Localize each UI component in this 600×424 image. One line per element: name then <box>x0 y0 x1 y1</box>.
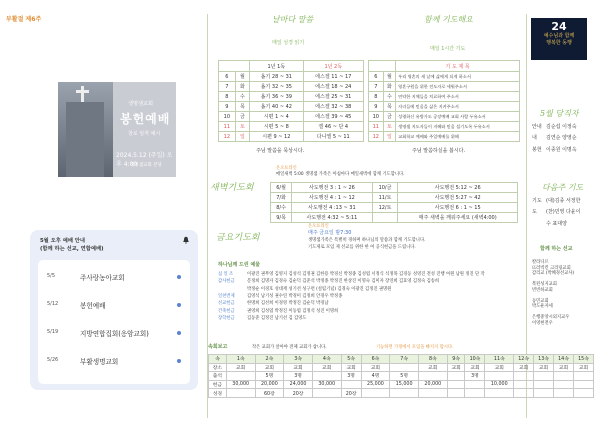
attendance-cell: 교회 <box>361 363 390 372</box>
notice-name: 봉헌예배 <box>80 302 106 310</box>
attendance-cell <box>390 389 419 398</box>
attendance-cell <box>514 380 534 389</box>
attendance-cell <box>390 363 419 372</box>
attendance-cell: 25,000 <box>361 380 390 389</box>
attendance-header: 3속 <box>284 355 313 364</box>
prayer-topic: 자녀들에 믿음을 삶은 지켜주소서 <box>396 102 520 112</box>
friday-note2: 기도제로 모임 제 선교를 위한 한 여 공식현금을 드립니다. <box>308 245 416 250</box>
mission-item: 이영현전우 <box>532 320 553 326</box>
table-row <box>369 122 520 132</box>
reading-day: 12 <box>219 132 236 142</box>
reading-plan-2: 에스겔 39 ~ 45 <box>303 112 364 122</box>
attendance-header: 4속 <box>312 355 341 364</box>
offering-names: 김동준 김정진 남기선 김 김영도 <box>247 316 307 322</box>
table-row <box>219 72 364 82</box>
attendance-cell: 교회 <box>514 363 534 372</box>
mission-list <box>532 260 594 326</box>
duty-value: (대)김종 서정한 <box>546 198 581 204</box>
duty-key: 봉헌 <box>532 146 542 153</box>
friday-tag: 온오프라인 <box>308 224 329 229</box>
next-prayer-list <box>532 198 594 232</box>
banner-subtitle: 생명샘교회 <box>128 101 154 107</box>
dawn-date: 8/수 <box>271 203 292 213</box>
notice-date: 5/12 <box>47 301 59 307</box>
attendance-cell: 교회 <box>255 363 284 372</box>
offering-type: 일천번제 <box>218 294 235 300</box>
logo-number: 24 <box>551 20 567 33</box>
notice-card <box>30 230 198 390</box>
prayer-topic: 교회학교 예배와 주일예배를 위해 <box>396 132 520 142</box>
attendance-cell: 15,000 <box>390 380 419 389</box>
attendance-cell <box>485 389 514 398</box>
dot-icon <box>177 275 181 279</box>
mission-item: 빈빈하교회 <box>532 287 553 293</box>
prayer-topic: 연약한 지체들을 치료하여 주소서 <box>396 92 520 102</box>
list-item[interactable] <box>38 266 190 288</box>
attendance-cell <box>534 389 554 398</box>
dawn-date: 9/목 <box>271 213 292 223</box>
attendance-cell <box>534 380 554 389</box>
friday-note: 생명샘가족은 특별히 경하며 하나님의 말씀과 함께 기도합니다. <box>308 238 426 243</box>
notice-name: 주사랑농아교회 <box>80 274 125 282</box>
attendance-cell: 20,000 <box>255 380 284 389</box>
dawn-passage: 사도행전 4 :13 ~ 31 <box>292 203 372 213</box>
offering-names: 권영희 김성엽 박정진 이동엽 김정석 성진 이명희 <box>247 308 339 314</box>
reading-weekday: 일 <box>235 132 249 142</box>
table-row <box>369 92 520 102</box>
offering-type: 십 일 조 <box>218 272 234 277</box>
attendance-cell <box>573 372 593 381</box>
list-item <box>218 294 520 299</box>
list-item <box>218 279 520 284</box>
prayer-topic: 영혼구원을 위한 전도자로 세워주소서 <box>396 82 520 92</box>
attendance-header: 2속 <box>255 355 284 364</box>
table-row <box>271 203 518 213</box>
dawn-date: 6/월 <box>271 183 292 193</box>
dot-icon <box>177 303 181 307</box>
bulletin-tag: 부활절 제6주 <box>6 16 42 23</box>
reading-foot: 주님 말씀을 묵상시다. <box>256 148 305 154</box>
duty-value: 수 표대양 <box>546 220 567 227</box>
mission-item: 복된성지교회 <box>532 282 557 287</box>
reading-day: 10 <box>219 112 236 122</box>
offering-names: 김영석 남기성 권수연 박경미 김정희 안경우 박정종 <box>247 294 343 300</box>
table-row <box>369 72 520 82</box>
duty-key: 안내 <box>532 124 542 130</box>
dawn-passage: 사도행전 5:12 ~ 26 <box>398 183 518 193</box>
banner-date: 2024.5.12 (주일) 오후 4:00 <box>116 152 173 168</box>
service-banner <box>58 82 176 177</box>
reading-plan-1: 욥기 40 ~ 42 <box>250 102 303 112</box>
table-row <box>369 132 520 142</box>
prayer-topic: 성령하신 유방가도 공장예배 교회 사람 두유소서 <box>396 112 520 122</box>
prayer-day: 11 <box>369 122 384 132</box>
attendance-cell: 교회 <box>465 363 485 372</box>
list-item <box>218 309 520 314</box>
dawn-date: 7/화 <box>271 193 292 203</box>
table-row <box>209 372 594 381</box>
reading-plan-1: 욥기 36 ~ 39 <box>250 92 303 102</box>
list-item <box>532 221 594 227</box>
notice-list <box>38 260 190 384</box>
table-row <box>209 389 594 398</box>
reading-heading: 날마다 말씀 <box>272 15 314 24</box>
attendance-cell <box>573 389 593 398</box>
duty-value: 이종원 이명옥 <box>546 146 577 153</box>
table-row <box>369 82 520 92</box>
attendance-cell: 30,000 <box>312 380 341 389</box>
reading-weekday: 수 <box>235 92 249 102</box>
list-item <box>218 316 520 321</box>
attendance-cell <box>226 389 255 398</box>
table-row <box>209 363 594 372</box>
table-row <box>219 122 364 132</box>
attendance-cell <box>312 389 341 398</box>
reading-day: 11 <box>219 122 236 132</box>
offering-names: 박정순 이경호 성대재 성기선 성구련 (설립기념) 김경숙 이광진 김정진 권명원 <box>247 286 392 292</box>
list-item[interactable] <box>38 294 190 316</box>
offering-type: 선교헌금 <box>218 301 235 307</box>
reading-plan-2: 다니엘 5 ~ 11 <box>303 132 364 142</box>
duty-heading: 5월 당직자 <box>540 109 579 118</box>
table-row <box>219 132 364 142</box>
church-building-tower <box>66 102 104 177</box>
dawn-passage: 사도행전 4 : 1 ~ 12 <box>292 193 372 203</box>
attendance-table <box>208 354 594 398</box>
list-item <box>218 301 520 306</box>
next-prayer-heading: 다음주 기도 <box>542 183 584 192</box>
attendance-cell: 3명 <box>341 372 361 381</box>
reading-plan-2: 에스겔 11 ~ 17 <box>303 72 364 82</box>
reading-weekday: 목 <box>235 102 249 112</box>
dawn-passage: 사도행전 4:32 ~ 5:11 <box>292 213 372 223</box>
attendance-header: 13속 <box>534 355 554 364</box>
prayer-weekday: 화 <box>383 82 396 92</box>
attendance-header: 12속 <box>514 355 534 364</box>
friday-time: 매주 금요일 밤7:30 <box>308 230 352 236</box>
attendance-cell <box>465 389 485 398</box>
table-row <box>219 102 364 112</box>
reading-plan-1: 욥기 28 ~ 31 <box>250 72 303 82</box>
prayer-foot: 주님 말씀하실을 봅시다. <box>412 148 466 154</box>
reading-plan-1: 시편 9 ~ 12 <box>250 132 303 142</box>
list-item[interactable] <box>38 322 190 344</box>
reading-weekday: 화 <box>235 82 249 92</box>
logo-line1: 예수님과 함께 <box>543 33 575 39</box>
banner-org: 생명샘교회 본당 <box>130 163 162 168</box>
attendance-cell: 4명 <box>361 372 390 381</box>
offering-type: 건축헌금 <box>218 308 235 314</box>
dawn-table <box>270 182 518 223</box>
duty-value: (찬)민영 다윤이 <box>546 209 581 216</box>
attendance-header: 속 <box>209 355 227 364</box>
attendance-cell: 교회 <box>226 363 255 372</box>
mission-item: 박도운자세 <box>532 304 553 309</box>
table-row <box>219 112 364 122</box>
attendance-cell: 교회 <box>312 363 341 372</box>
reading-plan-1: 시편 5 ~ 8 <box>250 122 303 132</box>
attendance-cell <box>418 372 447 381</box>
attendance-cell: 교회 <box>534 363 554 372</box>
reading-day: 9 <box>219 102 236 112</box>
attendance-cell <box>514 372 534 381</box>
table-row <box>219 82 364 92</box>
attendance-cell <box>465 380 485 389</box>
dawn-passage: 사도행전 6 : 1 ~ 15 <box>398 203 518 213</box>
dot-icon <box>177 359 181 363</box>
attendance-cell <box>447 380 465 389</box>
offering-names: 문정희 김명자 김경숙 김순덕 김준석 박정종 박정진 한상진 이명숙 김미자 장연희 김효영 김정숙 김송희 <box>247 279 440 285</box>
attendance-cell: 10,000 <box>485 380 514 389</box>
reading-day: 8 <box>219 92 236 102</box>
prayer-weekday: 금 <box>383 112 396 122</box>
attendance-cell <box>534 372 554 381</box>
attendance-cell: 성경 <box>209 389 227 398</box>
attendance-cell: 교회 <box>284 363 313 372</box>
attendance-cell: 24,000 <box>284 380 313 389</box>
list-item <box>532 147 594 153</box>
list-item <box>218 272 520 277</box>
attendance-cell: 장소 <box>209 363 227 372</box>
list-item <box>532 124 594 130</box>
duty-key: 도 <box>532 209 537 216</box>
duty-list <box>532 124 594 158</box>
attendance-header: 6속 <box>361 355 390 364</box>
attendance-cell: 30,000 <box>226 380 255 389</box>
table-row <box>271 183 518 193</box>
attendance-cell <box>514 389 534 398</box>
attendance-cell <box>447 389 465 398</box>
attendance-cell: 헌금 <box>209 380 227 389</box>
attendance-cell: 3명 <box>465 372 485 381</box>
notice-name: 부활생명교회 <box>80 358 119 366</box>
attendance-header: 14속 <box>554 355 574 364</box>
cross-bar <box>76 90 89 93</box>
reading-plan-2: 에스겔 18 ~ 24 <box>303 82 364 92</box>
attendance-cell <box>485 372 514 381</box>
dawn-passage: 사도행전 3 : 1 ~ 26 <box>292 183 372 193</box>
list-item <box>532 209 594 215</box>
table-row <box>209 380 594 389</box>
attendance-cell: 20장 <box>284 389 313 398</box>
dawn-passage: 매주 새벽을 깨워주세요 (새벽4:00) <box>398 213 518 223</box>
attendance-cell: 3명 <box>284 372 313 381</box>
news-list <box>218 272 520 324</box>
attendance-cell <box>341 380 361 389</box>
offering-type: 감사헌금 <box>218 279 235 285</box>
table-row <box>271 193 518 203</box>
mission-item: 감리교 (박혜경선교사) <box>532 271 575 276</box>
attendance-header: 9속 <box>447 355 465 364</box>
reading-plan-2: 겔 46 ~ 단 4 <box>303 122 364 132</box>
mission-item: 동민교회 <box>532 298 549 304</box>
attendance-note: 작은 교회가 살아야 전체 교회가 삽니다. <box>252 345 327 350</box>
attendance-cell: 교회 <box>573 363 593 372</box>
prayer-weekday: 목 <box>383 102 396 112</box>
attendance-cell: 교회 <box>447 363 465 372</box>
list-item <box>532 135 594 141</box>
dawn-date: 12/토 <box>372 203 398 213</box>
mission-item: 뜨러빅킨 크리링교회 <box>532 265 571 271</box>
mission-item: 칼라디르 <box>532 260 549 265</box>
duty-value: 김순섭 이정숙 <box>546 124 577 130</box>
prayer-table <box>368 60 520 142</box>
attendance-header: 11속 <box>485 355 514 364</box>
duty-key: 내 <box>532 135 537 142</box>
attendance-cell: 출석 <box>209 372 227 381</box>
news-title: 하나님께 드린 예물 <box>218 262 261 268</box>
attendance-cell: 60장 <box>255 389 284 398</box>
attendance-cell <box>447 372 465 381</box>
reading-day: 7 <box>219 82 236 92</box>
reading-table <box>218 60 364 142</box>
prayer-heading: 함께 기도해요 <box>424 15 473 24</box>
attendance-cell: 교회 <box>554 363 574 372</box>
reading-day: 6 <box>219 72 236 82</box>
dawn-date: 10/금 <box>372 183 398 193</box>
table-row <box>369 102 520 112</box>
attendance-cell: 교회 <box>341 363 361 372</box>
church-logo <box>531 18 587 60</box>
reading-col1: 1년 1독 <box>250 61 303 72</box>
prayer-day: 7 <box>369 82 384 92</box>
logo-line2: 행복한 동행 <box>546 39 572 46</box>
dawn-passage: 사도행전 5:27 ~ 42 <box>398 193 518 203</box>
attendance-cell <box>554 372 574 381</box>
list-item <box>218 287 520 292</box>
reading-plan-2: 에스겔 25 ~ 31 <box>303 92 364 102</box>
prayer-day: 10 <box>369 112 384 122</box>
prayer-day: 6 <box>369 72 384 82</box>
attendance-cell <box>554 380 574 389</box>
banner-description: 창로 임직 예시 <box>128 131 161 137</box>
attendance-header: 7속 <box>390 355 419 364</box>
reading-plan-1: 시편 1 ~ 4 <box>250 112 303 122</box>
dawn-note: 매일새벽 5:00 생명샘 가족은 아침마다 매일새벽에 함께 기도합니다. <box>276 172 405 177</box>
reading-plan-1: 욥기 32 ~ 35 <box>250 82 303 92</box>
attendance-cell: 5명 <box>255 372 284 381</box>
attendance-cell: 20,000 <box>418 380 447 389</box>
prayer-weekday: 일 <box>383 132 396 142</box>
mission-item: 은행중앙시외지교우 <box>532 315 570 320</box>
reading-weekday: 금 <box>235 112 249 122</box>
attendance-heading: 속회보고 <box>208 344 228 350</box>
reading-weekday: 토 <box>235 122 249 132</box>
prayer-topic: 생명샘 지도자들이 지혜와 믿음 섬기도록 두유소서 <box>396 122 520 132</box>
reading-title: 매일 성경 읽기 <box>272 40 305 46</box>
reading-col2: 1년 2독 <box>303 61 364 72</box>
attendance-cell <box>226 372 255 381</box>
prayer-weekday: 토 <box>383 122 396 132</box>
list-item[interactable] <box>38 350 190 372</box>
attendance-header: 5속 <box>341 355 361 364</box>
prayer-weekday: 수 <box>383 92 396 102</box>
attendance-header: 15속 <box>573 355 593 364</box>
prayer-day: 12 <box>369 132 384 142</box>
dot-icon <box>177 331 181 335</box>
mission-heading: 함께 하는 선교 <box>540 246 573 252</box>
attendance-cell: 교회 <box>485 363 514 372</box>
notice-title: 5월 오후 예배 안내 <box>40 238 86 244</box>
attendance-cell <box>361 389 390 398</box>
attendance-cell: 교회 <box>418 363 447 372</box>
duty-key <box>532 221 542 227</box>
table-row <box>271 213 518 223</box>
attendance-highlight: 기능하면 가정에서 모임을 빠지지 맙시다. <box>376 345 454 350</box>
attendance-cell <box>312 372 341 381</box>
notice-subtitle: (함께 하는 선교, 연합예배) <box>40 246 104 252</box>
notice-date: 5/26 <box>47 357 59 363</box>
attendance-cell: 5명 <box>390 372 419 381</box>
attendance-header: 10속 <box>465 355 485 364</box>
attendance-cell <box>554 389 574 398</box>
offering-names: 한명희 김선희 이경영 박정진 김순덕 박경남 <box>247 301 329 307</box>
notice-name: 지방연합집회(응암교회) <box>80 330 149 338</box>
dawn-date: 11/토 <box>372 193 398 203</box>
table-row <box>219 92 364 102</box>
friday-title: 금요기도회 <box>216 233 260 243</box>
offering-names: 이광진 권무영 김영지 김성석 김정권 김한용 박경신 박정종 김성엽 서정식 석정목 김경동 성영진 전성 진행 여원 남원 정진 단 작 <box>247 272 485 277</box>
table-row <box>369 112 520 122</box>
attendance-header: 1속 <box>226 355 255 364</box>
attendance-header: 8속 <box>418 355 447 364</box>
dawn-date <box>372 213 398 223</box>
banner-title: 봉헌예배 <box>120 112 171 126</box>
notice-date: 5/19 <box>47 329 59 335</box>
prayer-day: 9 <box>369 102 384 112</box>
reading-plan-2: 에스겔 32 ~ 38 <box>303 102 364 112</box>
cross-icon <box>81 86 84 102</box>
bell-icon <box>182 236 190 244</box>
list-item <box>532 198 594 204</box>
reading-weekday: 월 <box>235 72 249 82</box>
prayer-topic: 우리 영혼의 새 날에 삶에게 되게 하소서 <box>396 72 520 82</box>
attendance-cell: 20장 <box>341 389 361 398</box>
prayer-weekday: 월 <box>383 72 396 82</box>
table-row <box>209 355 594 364</box>
duty-key: 기도 <box>532 198 542 204</box>
offering-type <box>218 287 244 292</box>
dawn-tag: 온오프라인 <box>276 166 297 171</box>
notice-date: 5/5 <box>47 273 56 279</box>
attendance-cell <box>418 389 447 398</box>
duty-value: 김연순 양영순 <box>546 135 577 142</box>
dawn-title: 새벽기도회 <box>210 183 254 193</box>
prayer-day: 8 <box>369 92 384 102</box>
attendance-cell <box>573 380 593 389</box>
prayer-title: 매일 1시간 기도 <box>430 46 466 52</box>
offering-type: 장학헌금 <box>218 316 235 322</box>
prayer-subtitle: 기 도 제 목 <box>396 61 520 72</box>
